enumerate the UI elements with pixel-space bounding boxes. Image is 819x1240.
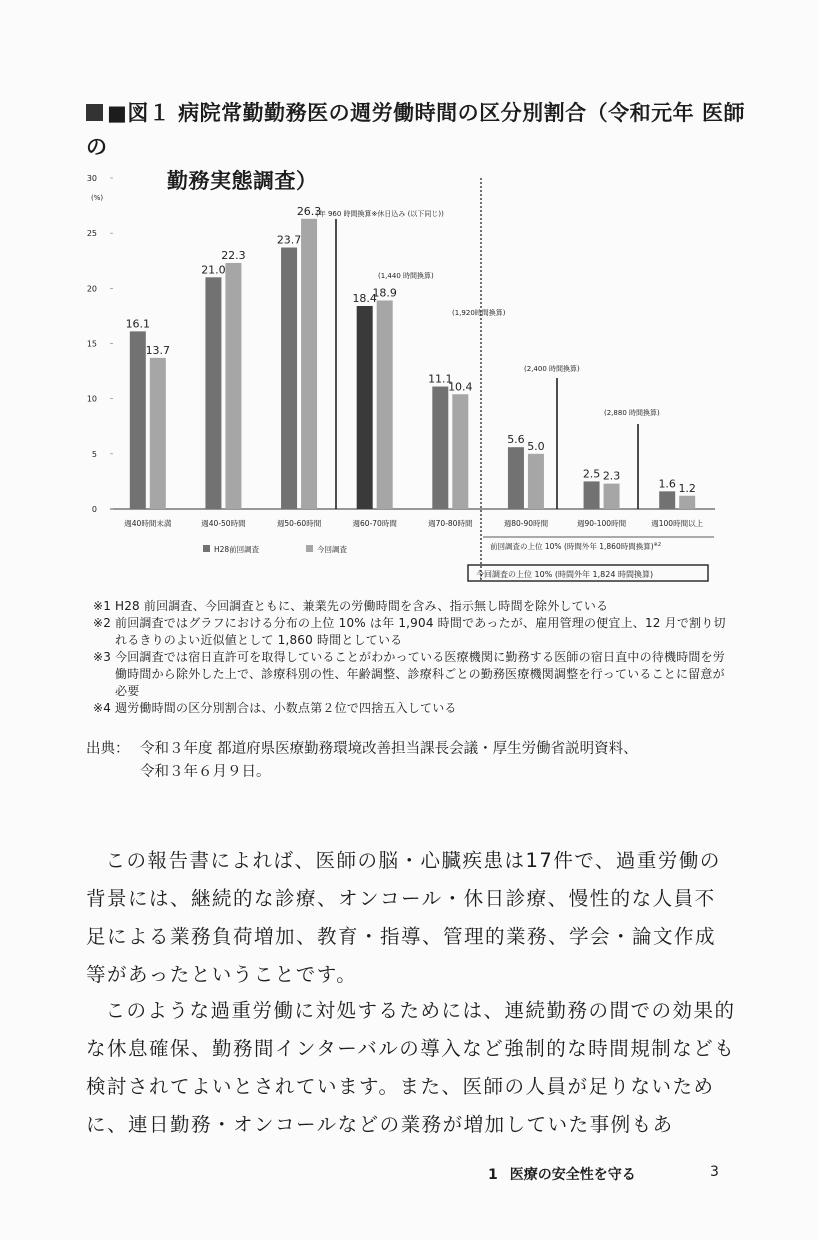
running-footer	[488, 1164, 636, 1184]
bar-prev	[659, 491, 675, 509]
y-tick-label: 5	[91, 449, 97, 459]
source-label: 出典：	[86, 741, 130, 757]
data-label: 10.4	[448, 380, 473, 394]
source-line1: 令和３年度 都道府県医療勤務環境改善担当課長会議・厚生労働省説明資料、	[140, 741, 638, 757]
figure-title-line1: 病院常勤勤務医の週労働時間の区分別割合（令和元年 医師の	[86, 101, 745, 159]
body-paragraph-2: このような過重労働に対処するためには、連続勤務の間での効果的な休息確保、勤務間インターバルの導入など強制的な時間規制なども検討されてよいとされています。また、医師の人員が足りないために、連日勤務・オンコールなどの業務が増加していた事例もあ	[86, 999, 736, 1136]
legend-label-curr: 今回調査	[317, 545, 347, 554]
data-label: 5.6	[507, 433, 525, 447]
category-label: 週70-80時間	[428, 519, 473, 528]
category-labels	[124, 518, 703, 528]
annotation-1920: (1,920時間換算)	[452, 309, 506, 317]
category-label: 週40-50時間	[201, 519, 246, 528]
bar-prev	[584, 481, 600, 509]
legend-label-prev: H28前回調査	[214, 545, 260, 554]
category-label: 週100時間以上	[651, 519, 704, 528]
source-line2: 令和３年６月９日。	[140, 764, 271, 780]
y-axis	[87, 174, 715, 514]
bar-curr	[301, 219, 317, 509]
y-tick-label: 20	[86, 284, 97, 294]
note-text: H28 前回調査、今回調査ともに、兼業先の労働時間を含み、指示無し時間を除外している	[115, 599, 609, 613]
note-2	[93, 615, 733, 649]
data-label: 18.4	[352, 291, 377, 305]
figure-title-line2: 勤務実態調査）	[167, 169, 318, 193]
data-label: 2.5	[582, 467, 601, 481]
data-label: 2.3	[602, 469, 621, 483]
note-1	[93, 598, 733, 615]
note-text: 今回調査では宿日直許可を取得していることがわかっている医療機関に勤務する医師の宿日直中の待機時間を労働時間から除外した上で、診療科別の性、年齢調整、診療科ごとの勤務医療機関調整を行っていることに留意が必要	[115, 650, 726, 698]
note-4	[93, 700, 733, 717]
data-label: 26.3	[296, 204, 322, 218]
category-label: 週60-70時間	[352, 519, 397, 528]
bar-curr	[679, 496, 695, 509]
bracket-curr-label: 今回調査の上位 10% (時間外年 1,824 時間換算)	[476, 570, 654, 579]
data-label: 13.7	[145, 343, 171, 357]
annotation-1440: (1,440 時間換算)	[378, 272, 434, 280]
legend	[203, 544, 347, 554]
note-text: 週労働時間の区分別割合は、小数点第２位で四捨五入している	[115, 701, 457, 715]
data-label: 22.3	[221, 248, 246, 262]
chapter-title: 医療の安全性を守る	[509, 1167, 636, 1183]
bracket-prev-label: 前回調査の上位 10% (時間外年 1,860時間換算)	[490, 542, 654, 551]
category-label: 週50-60時間	[276, 519, 322, 528]
bar-curr	[150, 358, 166, 509]
bar-prev	[281, 248, 297, 509]
note-mark: ※4	[93, 701, 112, 715]
y-tick-label: 25	[86, 229, 97, 239]
y-tick-label: 10	[86, 394, 97, 404]
bar-curr	[528, 454, 544, 509]
body-paragraph-1: この報告書によれば、医師の脳・心臓疾患は17件で、過重労働の背景には、継続的な診療、オンコール・休日診療、慢性的な人員不足による業務負荷増加、教育・指導、管理的業務、学会・論文作成等があったということです。	[86, 849, 721, 986]
data-label: 1.6	[658, 477, 676, 491]
bar-prev	[130, 331, 146, 509]
note-text: 前回調査ではグラフにおける分布の上位 10% は年 1,904 時間であったが、雇用管理の便宜上、12 月で割り切れるきりのよい近似値として 1,860 時間としている	[115, 616, 726, 647]
note-mark: ※1	[93, 599, 112, 613]
page-number: 3	[710, 1164, 719, 1180]
data-label: 21.0	[201, 263, 226, 277]
y-tick-label: 30	[86, 174, 97, 183]
svg-text:前回調査の上位 10% (時間外年 1,860時間換算)※2	[490, 541, 661, 551]
data-label: 18.9	[372, 286, 397, 300]
chart-notes	[93, 598, 733, 717]
legend-swatch-prev	[203, 545, 210, 552]
y-tick-label: 15	[86, 339, 97, 349]
bar-prev	[205, 277, 221, 509]
bar-curr	[377, 300, 393, 509]
bar-prev	[508, 447, 524, 509]
annotation-960: (年 960 時間換算※休日込み (以下同じ))	[316, 210, 444, 218]
data-label: 23.7	[276, 233, 302, 247]
bracket-prev-sup: ※2	[653, 542, 662, 548]
note-mark: ※2	[93, 616, 112, 630]
bar-prev	[432, 387, 448, 509]
bracket-prev	[483, 537, 714, 551]
y-axis-unit: (%)	[91, 194, 104, 202]
category-label: 週90-100時間	[577, 519, 627, 528]
bar-curr	[225, 263, 241, 509]
category-label: 週80-90時間	[503, 519, 549, 528]
figure-label: ■図１	[107, 101, 171, 125]
bracket-curr	[468, 565, 708, 581]
source-citation	[86, 738, 736, 784]
data-label: 1.2	[678, 481, 696, 495]
data-label: 5.0	[527, 439, 545, 453]
bar-chart	[0, 0, 819, 600]
chapter-number: 1	[488, 1167, 498, 1183]
bar-prev	[357, 306, 373, 509]
note-mark: ※3	[93, 650, 112, 664]
category-label: 週40時間未満	[124, 519, 172, 528]
bar-curr	[604, 484, 620, 509]
y-tick-label: 0	[91, 505, 97, 514]
data-label: 16.1	[125, 317, 151, 331]
note-3	[93, 649, 733, 700]
bar-curr	[452, 394, 468, 509]
annotation-2400: (2,400 時間換算)	[524, 365, 580, 373]
annotation-2880: (2,880 時間換算)	[604, 409, 660, 417]
legend-swatch-curr	[306, 545, 313, 552]
data-label: 11.1	[428, 372, 453, 386]
